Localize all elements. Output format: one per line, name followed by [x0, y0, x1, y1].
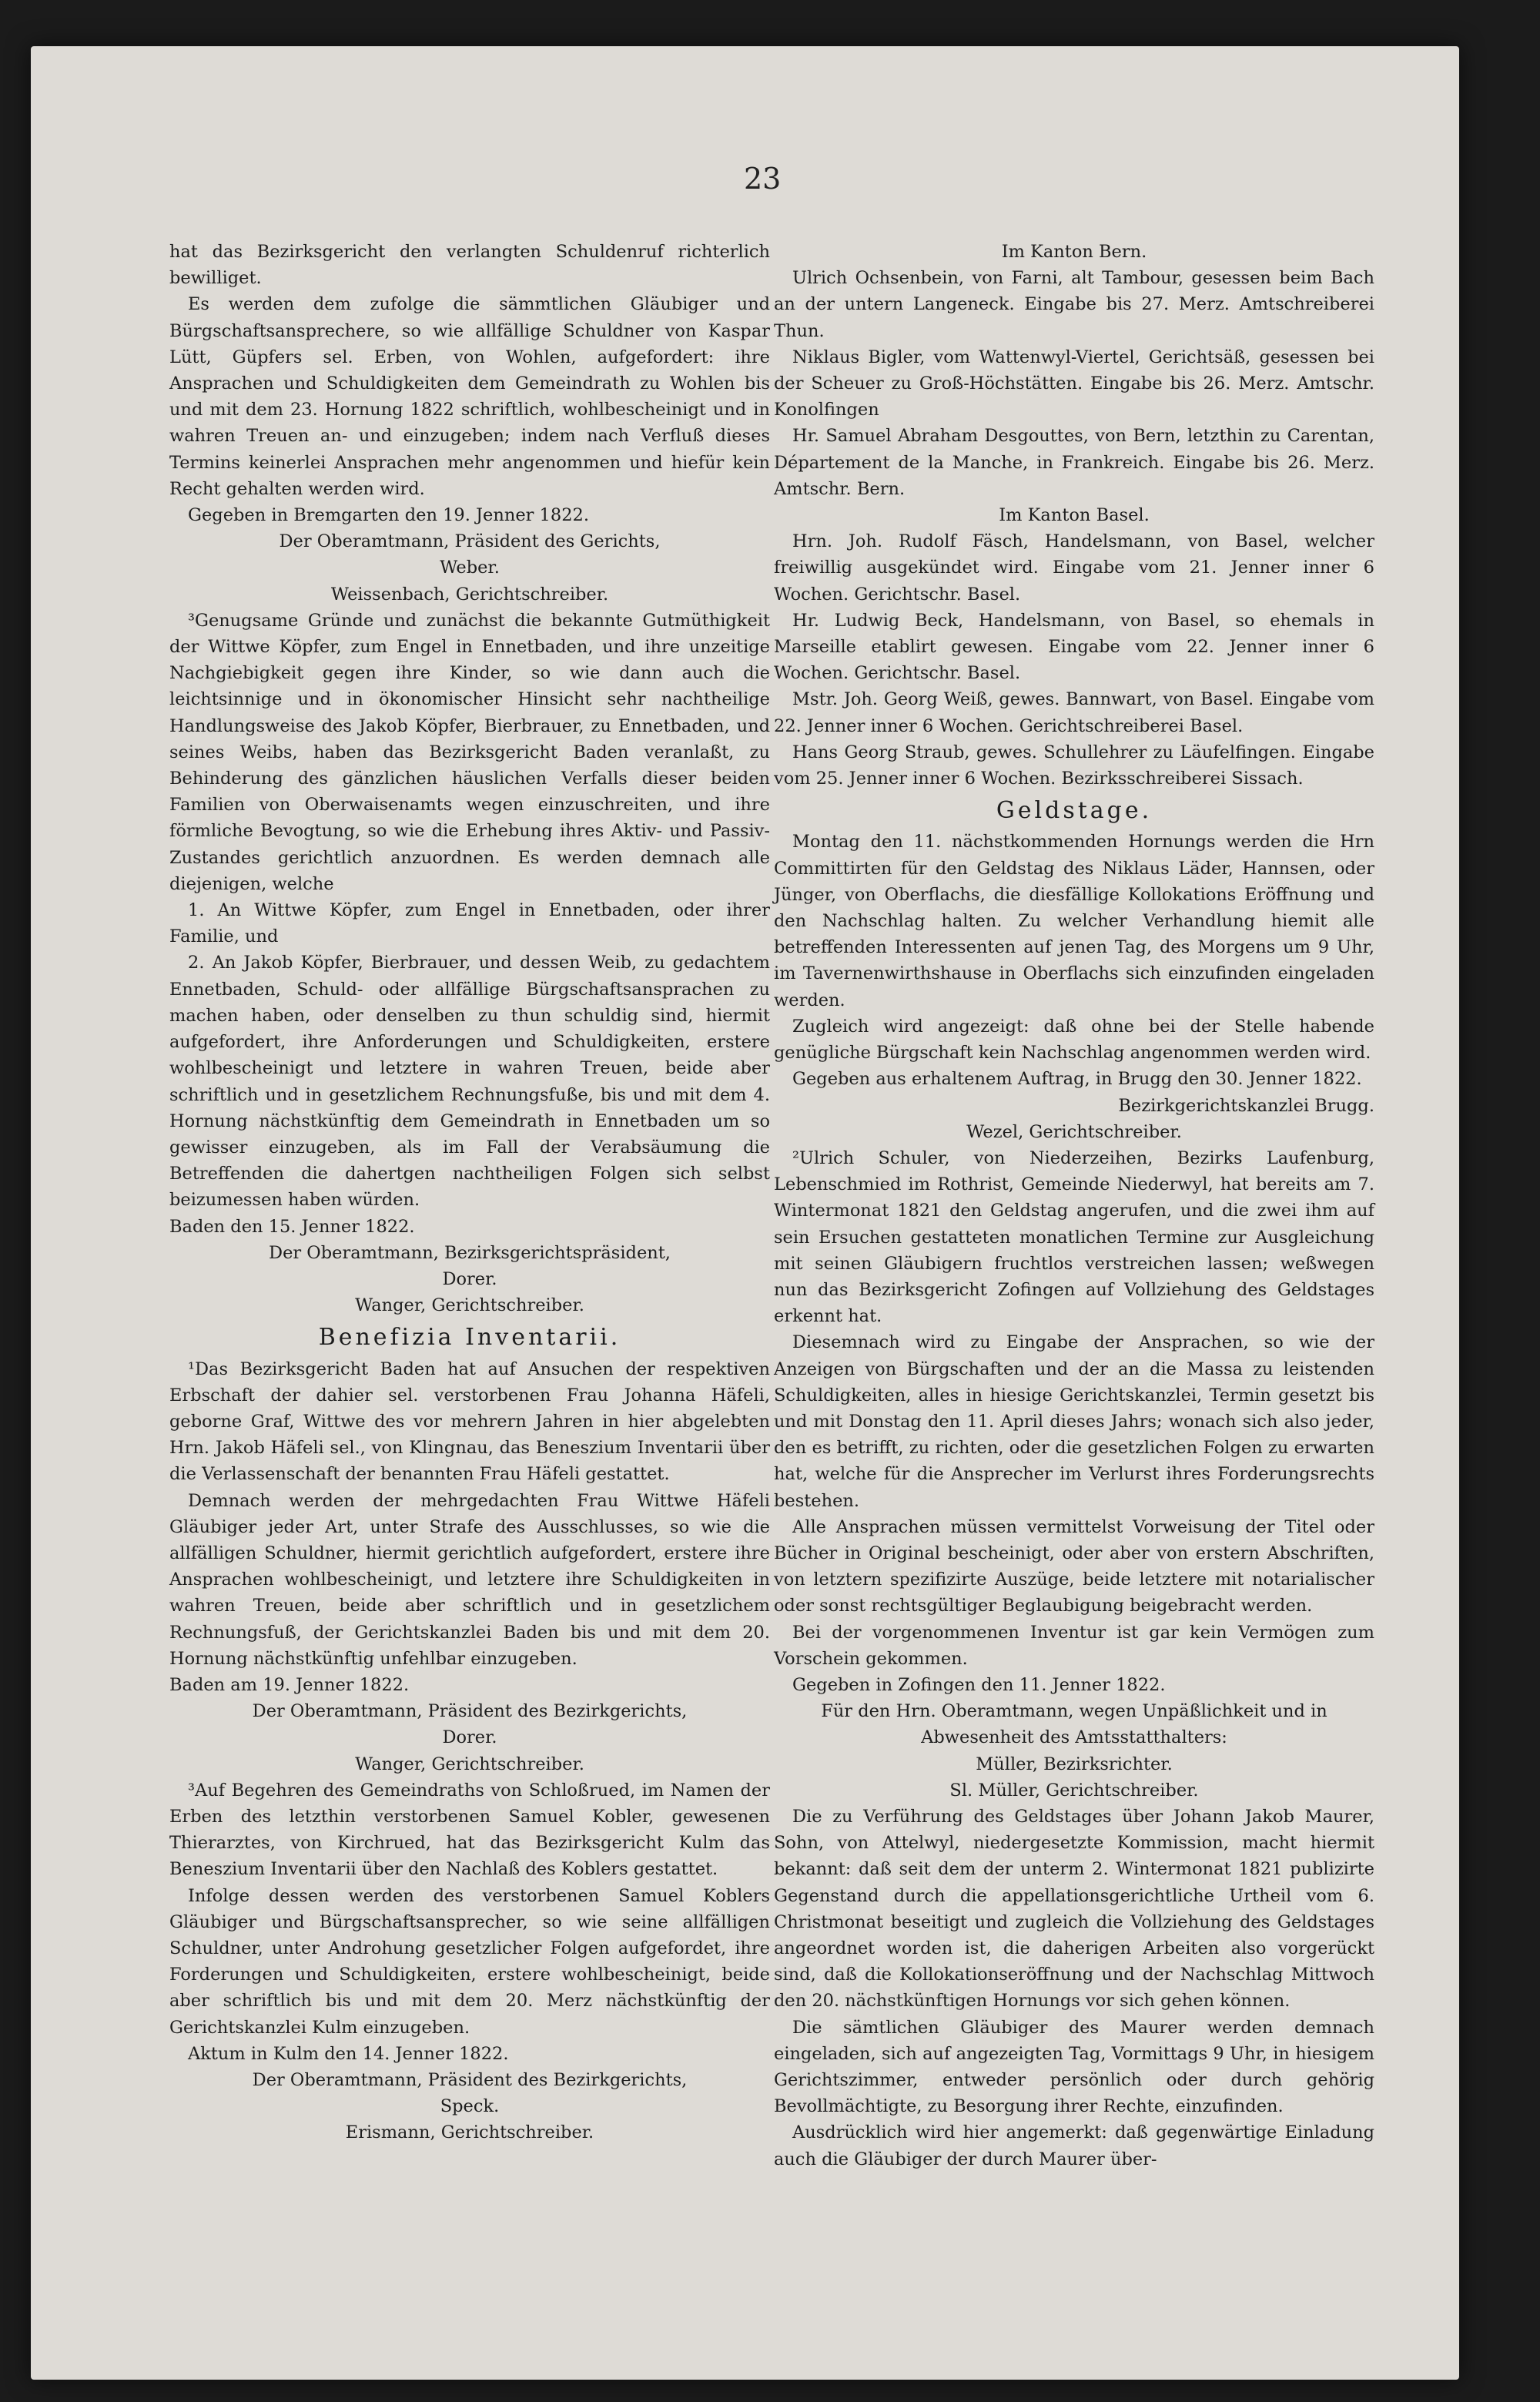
- list-item: Niklaus Bigler, vom Wattenwyl-Viertel, Gerichtsäß, gesessen bei der Scheuer zu Groß-Höchstätten. Eingabe bis 26. Merz. Amtschr. Konolfingen: [774, 347, 1374, 420]
- signature-name: Müller, Bezirksrichter.: [976, 1754, 1173, 1774]
- list-item: Hans Georg Straub, gewes. Schullehrer zu Läufelfingen. Eingabe vom 25. Jenner inner 6 Wochen. Bezirksschreiberei Sissach.: [774, 742, 1374, 789]
- paragraph: Ausdrücklich wird hier angemerkt: daß gegenwärtige Einladung auch die Gläubiger der durch Maurer über-: [774, 2122, 1374, 2169]
- signature-clerk: Wanger, Gerichtschreiber.: [355, 1754, 584, 1774]
- paragraph: hat das Bezirksgericht den verlangten Schuldenruf richterlich bewilliget.: [169, 242, 770, 289]
- paragraph: Demnach werden der mehrgedachten Frau Wittwe Häfeli Gläubiger jeder Art, unter Strafe des Ausschlusses, so wie die allfälligen Schuldner, hiermit gerichtlich aufgefordert, erstere ihre Ansprachen wohlbescheinigt, und letztere ihre Schuldigkeiten in wahren Treuen, beide aber schriftlich und in gesetzlichem Rechnungsfuß, der Gerichtskanzlei Baden bis und mit dem 20. Hornung nächstkünftig unfehlbar einzugeben.: [169, 1490, 770, 1669]
- signature-clerk: Wanger, Gerichtschreiber.: [355, 1295, 584, 1316]
- dateline: Gegeben in Bremgarten den 19. Jenner 1822.: [188, 505, 589, 526]
- dateline: Aktum in Kulm den 14. Jenner 1822.: [188, 2043, 509, 2064]
- paragraph: ³Auf Begehren des Gemeindraths von Schloßrued, im Namen der Erben des letzthin verstorbenen Samuel Kobler, gewesenen Thierarztes, von Kirchrued, hat das Bezirksgericht Kulm das Beneszium Inventarii über den Nachlaß des Koblers gestattet.: [169, 1780, 770, 1880]
- right-column: [774, 239, 1374, 2173]
- signature-name: Speck.: [440, 2096, 500, 2117]
- list-item: Hrn. Joh. Rudolf Fäsch, Handelsmann, von Basel, welcher freiwillig ausgekündet wird. Eingabe vom 21. Jenner inner 6 Wochen. Gerichtschr. Basel.: [774, 531, 1374, 605]
- signature-title: Für den Hrn. Oberamtmann, wegen Unpäßlichkeit und in Abwesenheit des Amtsstatthalters:: [821, 1701, 1327, 1748]
- paragraph: Es werden dem zufolge die sämmtlichen Gläubiger und Bürgschaftsansprechere, so wie allfällige Schuldner von Kaspar Lütt, Güpfers sel. Erben, von Wohlen, aufgefordert: ihre Ansprachen und Schuldigkeiten dem Gemeindrath zu Wohlen bis und mit dem 23. Hornung 1822 schriftlich, wohlbescheinigt und in wahren Treuen an- und einzugeben; indem nach Verfluß dieses Termins keinerlei Ansprachen mehr angenommen und hiefür kein Recht gehalten werden wird.: [169, 294, 770, 499]
- signature-clerk: Wezel, Gerichtschreiber.: [966, 1121, 1182, 1142]
- newspaper-page: [31, 46, 1459, 2380]
- list-item: 2. An Jakob Köpfer, Bierbrauer, und dessen Weib, zu gedachtem Ennetbaden, Schuld- oder allfällige Bürgschaftsansprachen zu machen haben, oder denselben zu thun schuldig sind, hiermit aufgefordert, ihre Anforderungen und Schuldigkeiten, erstere wohlbescheinigt und letztere in wahren Treuen, beide aber schriftlich und in gesetzlichem Rechnungsfuße, bis und mit dem 4. Hornung nächstkünftig dem Gemeindrath in Ennetbaden um so gewisser einzugeben, als im Fall der Verabsäumung die Betreffenden die dahertgen nachtheiligen Folgen sich selbst beizumessen haben würden.: [169, 953, 770, 1211]
- signature-clerk: Erismann, Gerichtschreiber.: [345, 2122, 594, 2143]
- signature-name: Dorer.: [442, 1268, 497, 1289]
- signature-clerk: Weissenbach, Gerichtschreiber.: [330, 584, 609, 605]
- list-item: Hr. Samuel Abraham Desgouttes, von Bern, letzthin zu Carentan, Département de la Manche, in Frankreich. Eingabe bis 26. Merz. Amtschr. Bern.: [774, 426, 1374, 499]
- section-heading: Geldstage.: [996, 797, 1153, 825]
- signature-name: Dorer.: [442, 1727, 497, 1748]
- paragraph: ²Ulrich Schuler, von Niederzeihen, Bezirks Laufenburg, Lebenschmied im Rothrist, Gemeinde Niederwyl, hat bereits am 7. Wintermonat 1821 den Geldstag angerufen, und die zwei ihm auf sein Ersuchen gestatteten monatlichen Termine zur Ausgleichung mit seinen Gläubigern fruchtlos verstreichen lassen; weßwegen nun das Bezirksgericht Zofingen auf Vollziehung des Geldstages erkennt hat.: [774, 1147, 1374, 1327]
- signature-title: Der Oberamtmann, Präsident des Bezirkgerichts,: [252, 2070, 688, 2091]
- list-item: Mstr. Joh. Georg Weiß, gewes. Bannwart, von Basel. Eingabe vom 22. Jenner inner 6 Wochen. Gerichtschreiberei Basel.: [774, 689, 1374, 736]
- page-number: 23: [744, 162, 782, 196]
- paragraph: Montag den 11. nächstkommenden Hornungs werden die Hrn Committirten für den Geldstag des Niklaus Läder, Hannsen, oder Jünger, von Oberflachs, die diesfällige Kollokations Eröffnung und den Nachschlag halten. Zu welcher Verhandlung hiemit alle betreffenden Interessenten auf jenen Tag, des Morgens um 9 Uhr, im Tavernenwirthshause in Oberflachs sich einzufinden eingeladen werden.: [774, 832, 1374, 1010]
- paragraph: ³Genugsame Gründe und zunächst die bekannte Gutmüthigkeit der Wittwe Köpfer, zum Engel in Ennetbaden, und ihre unzeitige Nachgiebigkeit gegen ihre Kinder, so wie dann auch die leichtsinnige und in ökonomischer Hinsicht sehr nachtheilige Handlungsweise des Jakob Köpfer, Bierbrauer, zu Ennetbaden, und seines Weibs, haben das Bezirksgericht Baden veranlaßt, zu Behinderung des gänzlichen häuslichen Verfalls dieser beiden Familien von Oberwaisenamts wegen einzuschreiten, und ihre förmliche Bevogtung, so wie die Erhebung ihres Aktiv- und Passiv-Zustandes gerichtlich anzuordnen. Es werden demnach alle diejenigen, welche: [169, 610, 770, 894]
- left-column: [169, 239, 770, 2146]
- paragraph: Zugleich wird angezeigt: daß ohne bei der Stelle habende genügliche Bürgschaft kein Nachschlag angenommen werden wird.: [774, 1016, 1374, 1064]
- signature-clerk: Sl. Müller, Gerichtschreiber.: [949, 1780, 1199, 1801]
- subheading: Im Kanton Bern.: [1001, 242, 1147, 262]
- paragraph: ¹Das Bezirksgericht Baden hat auf Ansuchen der respektiven Erbschaft der dahier sel. verstorbenen Frau Johanna Häfeli, geborne Graf, Wittwe des vor mehrern Jahren in hier abgelebten Hrn. Jakob Häfeli sel., von Klingnau, das Beneszium Inventarii über die Verlassenschaft der benannten Frau Häfeli gestattet.: [169, 1358, 770, 1485]
- paragraph: Diesemnach wird zu Eingabe der Ansprachen, so wie der Anzeigen von Bürgschaften und der an die Massa zu leistenden Schuldigkeiten, alles in hiesige Gerichtskanzlei, Termin gesetzt bis und mit Donstag den 11. April dieses Jahrs; wonach sich also jeder, den es betrifft, zu richten, oder die gesetzlichen Folgen zu erwarten hat, welche für die Ansprecher im Verlurst ihres Forderungsrechts bestehen.: [774, 1332, 1374, 1511]
- signature-title: Der Oberamtmann, Bezirksgerichtspräsident,: [269, 1242, 671, 1263]
- dateline: Gegeben in Zofingen den 11. Jenner 1822.: [792, 1674, 1166, 1695]
- signature-name: Weber.: [440, 558, 500, 578]
- section-heading: Benefizia Inventarii.: [318, 1324, 621, 1352]
- list-item: Hr. Ludwig Beck, Handelsmann, von Basel, so ehemals in Marseille etablirt gewesen. Eingabe vom 22. Jenner inner 6 Wochen. Gerichtschr. Basel.: [774, 610, 1374, 684]
- dateline: Baden am 19. Jenner 1822.: [169, 1674, 410, 1695]
- subheading: Im Kanton Basel.: [999, 505, 1150, 526]
- paragraph: Die zu Verführung des Geldstages über Johann Jakob Maurer, Sohn, von Attelwyl, niedergesetzte Kommission, macht hiermit bekannt: daß seit dem der unterm 2. Wintermonat 1821 publizirte Gegenstand durch die appellationsgerichtliche Urtheil vom 6. Christmonat beseitigt und zugleich die Vollziehung des Geldstages angeordnet worden ist, die daherigen Arbeiten also vorgerückt sind, daß die Kollokationseröffnung und der Nachschlag Mittwoch den 20. nächstkünftigen Hornungs vor sich gehen können.: [774, 1806, 1374, 2012]
- paragraph: Die sämtlichen Gläubiger des Maurer werden demnach eingeladen, sich auf angezeigten Tag, Vormittags 9 Uhr, in hiesigem Gerichtszimmer, entweder persönlich oder durch gehörig Bevollmächtigte, zu Besorgung ihrer Rechte, einzufinden.: [774, 2017, 1374, 2117]
- list-item: 1. An Wittwe Köpfer, zum Engel in Ennetbaden, oder ihrer Familie, und: [169, 900, 770, 947]
- dateline: Baden den 15. Jenner 1822.: [169, 1216, 415, 1237]
- paragraph: Alle Ansprachen müssen vermittelst Vorweisung der Titel oder Bücher in Original bescheinigt, oder aber von erstern Abschriften, von letztern spezifizirte Auszüge, beide letztere mit notarialischer oder sonst rechtsgültiger Beglaubigung beigebracht werden.: [774, 1516, 1374, 1616]
- paragraph: Infolge dessen werden des verstorbenen Samuel Koblers Gläubiger und Bürgschaftsansprecher, so wie seine allfälligen Schuldner, unter Androhung gesetzlicher Folgen aufgefordet, ihre Forderungen und Schuldigkeiten, erstere wohlbescheinigt, beide aber schriftlich bis und mit dem 20. Merz nächstkünftig der Gerichtskanzlei Kulm einzugeben.: [169, 1885, 770, 2038]
- paragraph: Bei der vorgenommenen Inventur ist gar kein Vermögen zum Vorschein gekommen.: [774, 1622, 1374, 1669]
- signature-title: Der Oberamtmann, Präsident des Gerichts,: [279, 531, 661, 552]
- list-item: Ulrich Ochsenbein, von Farni, alt Tambour, gesessen beim Bach an der untern Langeneck. Eingabe bis 27. Merz. Amtschreiberei Thun.: [774, 268, 1374, 341]
- dateline: Gegeben aus erhaltenem Auftrag, in Brugg den 30. Jenner 1822.: [792, 1069, 1362, 1090]
- signature-office: Bezirkgerichtskanzlei Brugg.: [1118, 1095, 1374, 1116]
- signature-title: Der Oberamtmann, Präsident des Bezirkgerichts,: [252, 1701, 688, 1722]
